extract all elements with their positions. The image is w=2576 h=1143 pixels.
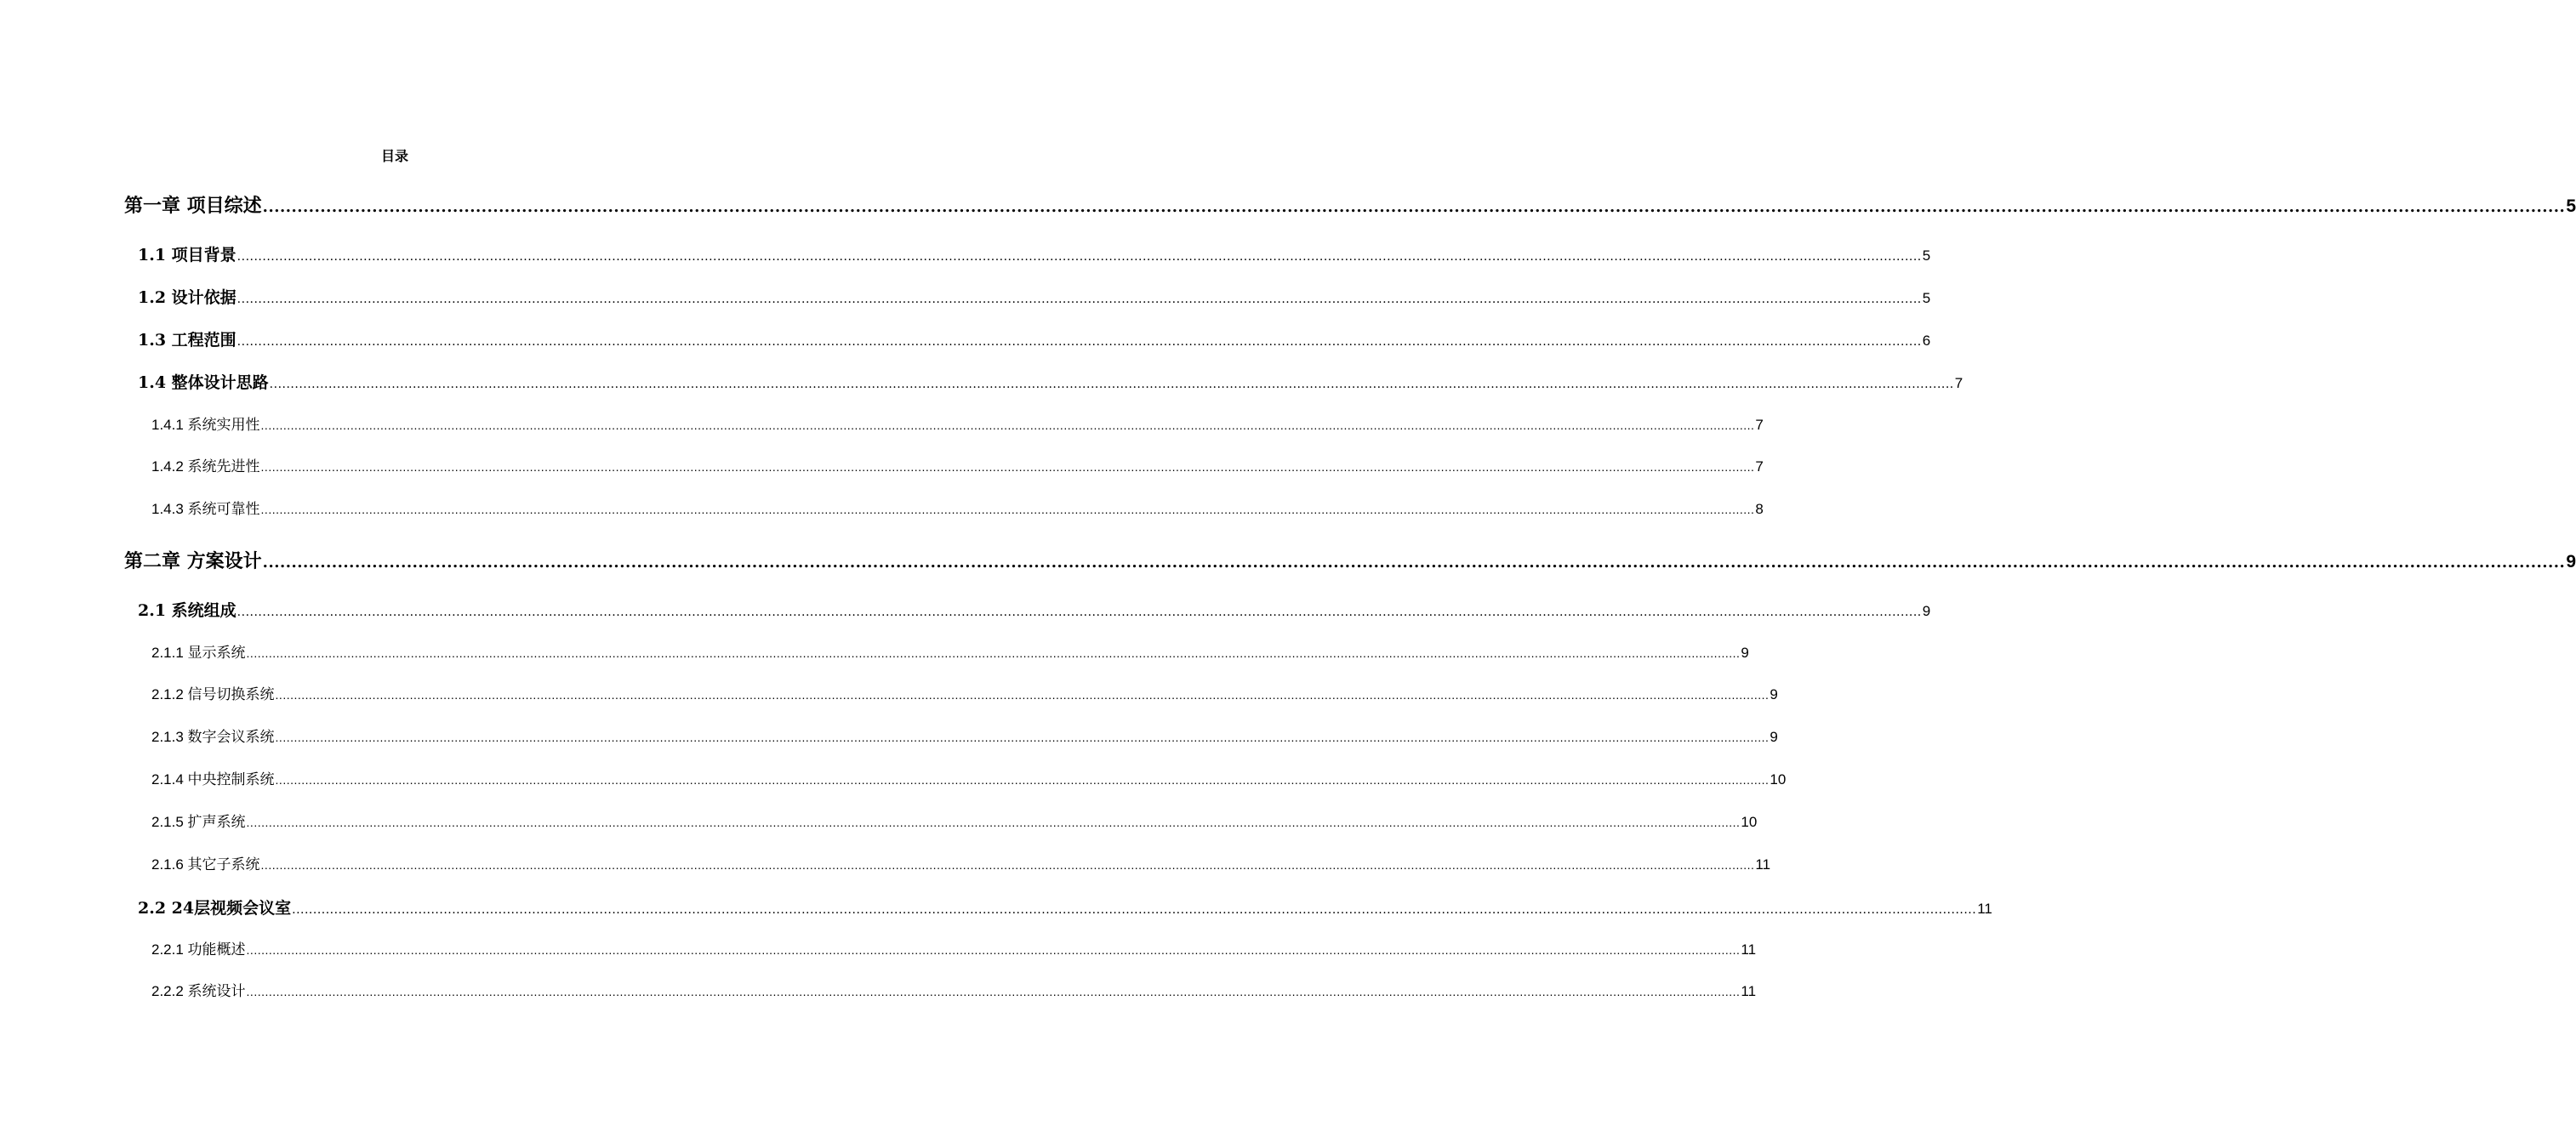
toc-page-number: 9 [1770,729,1778,745]
toc-subsection-entry[interactable] [151,853,1771,877]
toc-entry-label: 2.2.2 系统设计 [151,983,246,999]
toc-entry-label: 2.1 系统组成 [138,601,237,620]
toc-entry-label: 第二章 方案设计 [124,550,262,572]
toc-section-entry[interactable] [138,896,1992,921]
toc-page-number: 11 [1977,901,1992,917]
toc-dot-leader: ................................................................................................................................................................................................................................................................................................................................................................................................................ [275,731,1770,744]
toc-page-number: 11 [1741,983,1757,999]
toc-subsection-entry[interactable] [151,725,1778,749]
toc-entry-label: 1.3 工程范围 [138,331,237,350]
toc-dot-leader: ................................................................................................................................................................................................................................................................................................................................................................................................................ [260,503,1755,516]
toc-section-entry[interactable] [138,598,1931,623]
toc-page-number: 7 [1755,417,1764,433]
toc-section-entry[interactable] [138,327,1931,353]
toc-page-number: 6 [1922,333,1931,349]
toc-page-number: 5 [2566,196,2576,216]
toc-entry-label: 1.4.1 系统实用性 [151,417,260,433]
toc-subsection-entry[interactable] [151,683,1778,707]
toc-page-number: 7 [1755,458,1764,475]
toc-entry-label: 2.1.6 其它子系统 [151,856,260,873]
toc-subsection-entry[interactable] [151,980,1757,1004]
toc-dot-leader: ................................................................................................................................................................................................................................................................................................................................................................................................................ [237,293,1922,306]
toc-dot-leader: ................................................................................................................................................................................................................................................................................................................................................................................................................ [246,985,1741,998]
toc-dot-leader: ................................................................................................................................................................................................................................................................................................................................................................................................................ [260,858,1755,872]
toc-page-number: 9 [1770,686,1778,702]
toc-entry-label: 2.1.1 显示系统 [151,645,246,661]
toc-dot-leader: ................................................................................................................................................................................................................................................................................................................................................................................................................ [246,943,1741,957]
toc-entry-label: 1.4.3 系统可靠性 [151,501,260,517]
toc-page-number: 10 [1770,771,1787,788]
toc-subsection-entry[interactable] [151,455,1764,479]
toc-subsection-entry[interactable] [151,413,1764,437]
toc-title: 目录 [380,148,408,164]
toc-dot-leader: ................................................................................................................................................................................................................................................................................................................................................................................................................ [262,198,2566,216]
toc-page-number: 7 [1954,375,1963,391]
toc-page-number: 10 [1741,814,1758,830]
toc-dot-leader: ................................................................................................................................................................................................................................................................................................................................................................................................................ [269,378,1954,391]
toc-entry-label: 2.1.2 信号切换系统 [151,686,275,702]
toc-chapter-entry[interactable] [124,191,2576,220]
toc-page-number: 9 [2566,552,2576,572]
toc-page-number: 9 [1922,603,1931,619]
toc-section-entry[interactable] [138,370,1963,395]
toc-subsection-entry[interactable] [151,641,1749,665]
toc-entry-label: 2.2 24层视频会议室 [138,899,292,918]
toc-entry-label: 2.1.4 中央控制系统 [151,771,275,788]
toc-page-number: 11 [1741,941,1757,958]
toc-entry-label: 2.1.5 扩声系统 [151,814,246,830]
toc-subsection-entry[interactable] [151,498,1764,521]
toc-dot-leader: ................................................................................................................................................................................................................................................................................................................................................................................................................ [246,816,1741,829]
toc-section-entry[interactable] [138,242,1931,268]
toc-subsection-entry[interactable] [151,810,1758,834]
toc-page-number: 11 [1755,856,1771,873]
toc-dot-leader: ................................................................................................................................................................................................................................................................................................................................................................................................................ [260,460,1755,474]
toc-dot-leader: ................................................................................................................................................................................................................................................................................................................................................................................................................ [275,688,1770,702]
toc-dot-leader: ................................................................................................................................................................................................................................................................................................................................................................................................................ [262,554,2566,572]
toc-dot-leader: ................................................................................................................................................................................................................................................................................................................................................................................................................ [237,606,1922,619]
toc-entry-label: 1.4 整体设计思路 [138,373,269,392]
toc-page-number: 5 [1922,247,1931,264]
toc-dot-leader: ................................................................................................................................................................................................................................................................................................................................................................................................................ [237,335,1922,349]
toc-subsection-entry[interactable] [151,768,1787,792]
toc-entry-label: 第一章 项目综述 [124,195,262,217]
toc-dot-leader: ................................................................................................................................................................................................................................................................................................................................................................................................................ [237,250,1922,264]
toc-subsection-entry[interactable] [151,938,1757,962]
toc-page-number: 5 [1922,290,1931,306]
toc-entry-label: 2.2.1 功能概述 [151,941,246,958]
toc-section-entry[interactable] [138,285,1931,310]
toc-entry-label: 1.1 项目背景 [138,246,237,264]
toc-entry-label: 1.4.2 系统先进性 [151,458,260,475]
toc-dot-leader: ................................................................................................................................................................................................................................................................................................................................................................................................................ [246,646,1741,660]
toc-dot-leader: ................................................................................................................................................................................................................................................................................................................................................................................................................ [275,773,1770,787]
toc-entry-label: 2.1.3 数字会议系统 [151,729,275,745]
toc-chapter-entry[interactable] [124,547,2576,576]
toc-entry-label: 1.2 设计依据 [138,288,237,307]
toc-dot-leader: ................................................................................................................................................................................................................................................................................................................................................................................................................ [292,903,1977,917]
toc-page-number: 8 [1755,501,1764,517]
toc-dot-leader: ................................................................................................................................................................................................................................................................................................................................................................................................................ [260,418,1755,432]
toc-page-number: 9 [1741,645,1749,661]
